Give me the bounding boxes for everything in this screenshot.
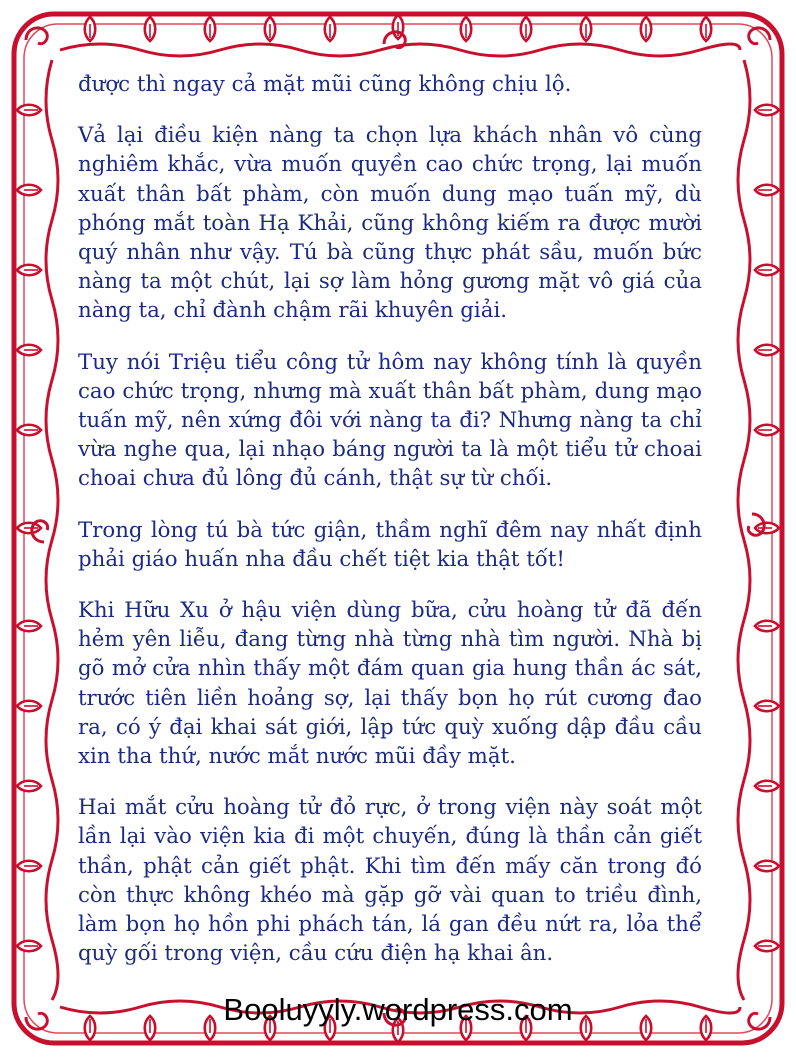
paragraph-1: được thì ngay cả mặt mũi cũng không chịu lộ. [78, 72, 572, 97]
paragraph-2: Vả lại điều kiện nàng ta chọn lựa khách nhân vô cùng nghiêm khắc, vừa muốn quyền cao chức trọng, lại muốn xuất thân bất phàm, còn muốn dung mạo tuấn mỹ, dù phóng mắt toàn Hạ Khải, cũng không kiếm ra được mười quý nhân như vậy. Tú bà cũng thực phát sầu, muốn bức nàng ta một chút, lại sợ làm hỏng gương mặt vô giá của nàng ta, chỉ đành chậm rãi khuyên giải. [78, 123, 702, 324]
paragraph-3: Tuy nói Triệu tiểu công tử hôm nay không tính là quyền cao chức trọng, nhưng mà xuất thân bất phàm, dung mạo tuấn mỹ, nên xứng đôi với nàng ta đi? Nhưng nàng ta chỉ vừa nghe qua, lại nhạo báng người ta là một tiểu tử choai choai chưa đủ lông đủ cánh, thật sự từ chối. [78, 349, 702, 492]
story-text [78, 70, 702, 990]
paragraph-4: Trong lòng tú bà tức giận, thầm nghĩ đêm nay nhất định phải giáo huấn nha đầu chết tiệt kia thật tốt! [78, 517, 702, 572]
watermark-url: Booluyyly.wordpress.com [223, 992, 573, 1027]
paragraph-6: Hai mắt cửu hoàng tử đỏ rực, ở trong viện này soát một lần lại vào viện kia đi một chuyến, đúng là thần cản giết thần, phật cản giết phật. Khi tìm đến mấy căn trong đó còn thực không khéo mà gặp gỡ vài quan to triều đình, làm bọn họ hồn phi phách tán, lá gan đều nứt ra, lỏa thể quỳ gối trong viện, cầu cứu điện hạ khai ân. [78, 795, 702, 967]
paragraph-5: Khi Hữu Xu ở hậu viện dùng bữa, cửu hoàng tử đã đến hẻm yên liễu, đang từng nhà từng nhà tìm người. Nhà bị gõ mở cửa nhìn thấy một đám quan gia hung thần ác sát, trước tiên liền hoảng sợ, lại thấy bọn họ rút cương đao ra, có ý đại khai sát giới, lập tức quỳ xuống dập đầu cầu xin tha thứ, nước mắt nước mũi đầy mặt. [78, 598, 702, 770]
